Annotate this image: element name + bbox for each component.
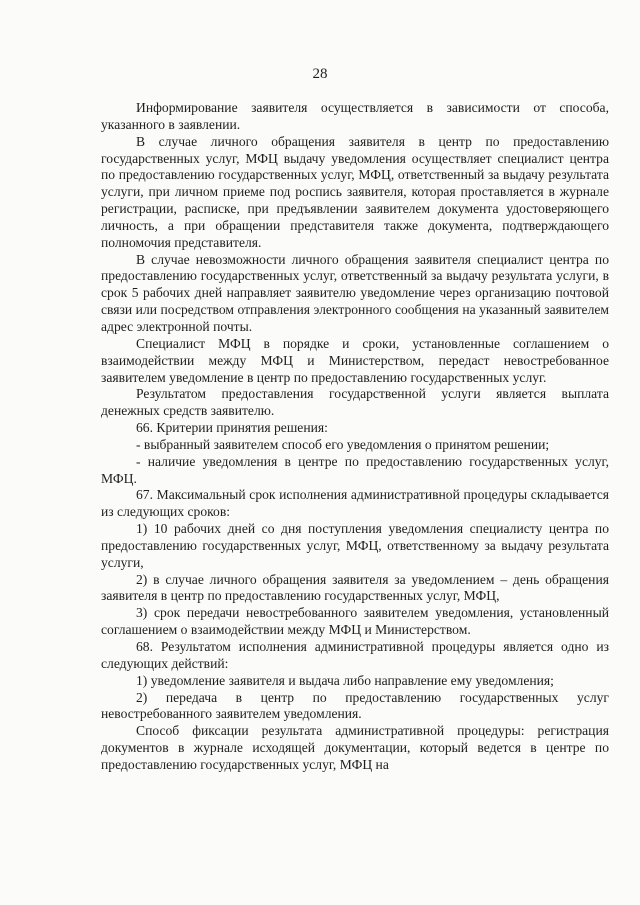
paragraph: - наличие уведомления в центре по предоставлению государственных услуг, МФЦ.: [101, 453, 609, 486]
paragraph: - выбранный заявителем способ его уведомления о принятом решении;: [136, 436, 550, 452]
paragraph: 3) срок передачи невостребованного заявителем уведомления, установленный соглашением о взаимодействии между МФЦ и Министерством.: [101, 605, 609, 638]
paragraph: 2) в случае личного обращения заявителя за уведомлением – день обращения заявителя в центр по предоставлению государственных услуг, МФЦ,: [101, 571, 609, 604]
paragraph: 1) уведомление заявителя и выдача либо направление ему уведомления;: [136, 672, 554, 688]
paragraph: В случае личного обращения заявителя в центр по предоставлению государственных услуг, МФЦ выдачу уведомления осуществляет специалист центра по предоставлению государственных услуг, МФЦ, ответственный за выдачу результата услуги, при личном приеме под роспись заявителя, которая проставляется в журнале регистрации, расписке, при предъявлении заявителем документа удостоверяющего личность, а при обращении представителя также документа, подтверждающего полномочия представителя.: [101, 133, 609, 250]
document-body: [101, 100, 609, 774]
paragraph: Способ фиксации результата административной процедуры: регистрация документов в журнале исходящей документации, который ведется в центре по предоставлению государственных услуг, МФЦ на: [101, 723, 609, 772]
paragraph: 1) 10 рабочих дней со дня поступления уведомления специалисту центра по предоставлению государственных услуг, МФЦ, ответственному за выдачу результата услуги,: [101, 521, 609, 570]
paragraph: 68. Результатом исполнения административной процедуры является одно из следующих действий:: [101, 639, 609, 671]
paragraph: В случае невозможности личного обращения заявителя специалист центра по предоставлению государственных услуг, ответственный за выдачу результата услуги, в срок 5 рабочих дней направляет заявителю уведомление через организацию почтовой связи или посредством отправления электронного сообщения на указанный заявителем адрес электронной почты.: [101, 251, 609, 334]
paragraph: 67. Максимальный срок исполнения административной процедуры складывается из следующих сроков:: [101, 487, 609, 520]
paragraph: 66. Критерии принятия решения:: [136, 420, 328, 436]
paragraph: Специалист МФЦ в порядке и сроки, установленные соглашением о взаимодействии между МФЦ и Министерством, передаст невостребованное заявителем уведомление в центр по предоставлению государственных услуг.: [101, 335, 609, 385]
paragraph: 2) передача в центр по предоставлению государственных услуг невостребованного заявителем уведомления.: [101, 689, 609, 722]
page-number: 28: [312, 66, 328, 82]
paragraph: Результатом предоставления государственной услуги является выплата денежных средств заявителю.: [101, 386, 609, 419]
paragraph: Информирование заявителя осуществляется в зависимости от способа, указанного в заявлении.: [101, 100, 609, 132]
